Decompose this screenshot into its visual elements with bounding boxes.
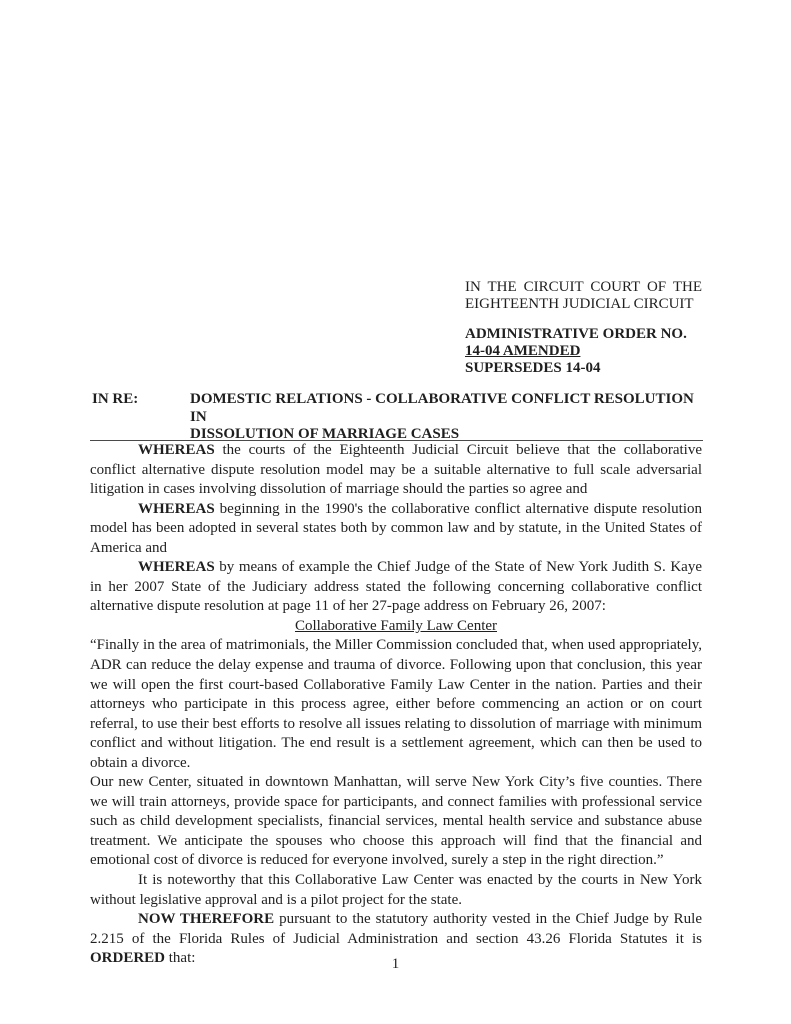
text-run: Collaborative Family Law Center [294,617,498,634]
in-re-row [92,391,704,444]
body-paragraph-7 [90,871,702,910]
text-run: the courts of the Eighteenth Judicial Circuit believe that the collaborative conflict alternative dispute resolution model may be a suitable alternative to full scale adversarial litigation in cases involving dissolution of marriage should the parties so agree and [90,442,702,498]
in-re-label: IN RE: [92,391,139,407]
text-run: pursuant to the statutory authority vested in the Chief Judge by Rule 2.215 of the Florida Rules of Judicial Administration and section 43.26 Florida Statutes it is [90,911,702,947]
court-header-line-2: EIGHTEENTH JUDICIAL CIRCUIT [465,296,694,312]
body-paragraph-6 [90,773,702,871]
text-run: that: [165,950,196,967]
order-number-amended: 14-04 AMENDED [465,342,581,359]
bold-run: WHEREAS [138,500,215,517]
body-paragraph-4 [90,617,702,637]
court-header [465,279,702,313]
document-body [90,441,702,969]
body-paragraph-1 [90,441,702,500]
text-run: Our new Center, situated in downtown Manhattan, will serve New York City’s five counties. There we will train attorneys, provide space for participants, and connect families with professional service such as child development specialists, financial services, mental health service and substance abuse treatment. We anticipate the spouses who choose this approach will find that the financial and emotional cost of divorce is reduced for everyone involved, surely a step in the right direction.” [90,774,702,869]
text-run: “Finally in the area of matrimonials, the Miller Commission concluded that, when used appropriately, ADR can reduce the delay expense and trauma of divorce. Following upon that conclusion, this year we will open the first court-based Collaborative Family Law Center in the nation. Parties and their attorneys who participate in this process agree, either before commencing an action or on court referral, to use their best efforts to resolve all issues relating to dissolution of marriage with minimum conflict and without litigation. The end result is a settlement agreement, which can then be used to obtain a divorce. [90,637,702,771]
body-paragraph-5 [90,636,702,773]
bold-run: NOW THEREFORE [138,911,275,928]
text-run: beginning in the 1990's the collaborative conflict alternative dispute resolution model has been adopted in several states both by common law and by statute, in the United States of America and [90,500,702,556]
case-subject [190,391,704,444]
body-paragraph-3 [90,558,702,617]
text-run: It is noteworthy that this Collaborative Law Center was enacted by the courts in New York without legislative approval and is a pilot project for the state. [90,872,702,908]
bold-run: ORDERED [90,950,166,967]
bold-run: WHEREAS [138,559,215,576]
case-subject-line-2: DISSOLUTION OF MARRIAGE CASES [190,426,460,442]
bold-run: WHEREAS [138,442,215,458]
order-number-supersedes: SUPERSEDES 14-04 [465,359,601,376]
text-run: by means of example the Chief Judge of the State of New York Judith S. Kaye in her 2007 State of the Judiciary address stated the following concerning collaborative conflict alternative dispute resolution at page 11 of her 27-page address on February 26, 2007: [90,559,702,615]
order-number-title: ADMINISTRATIVE ORDER NO. [465,326,687,342]
page-number: 1 [391,956,400,972]
body-paragraph-2 [90,500,702,559]
order-number-block [465,326,702,376]
case-subject-line-1: DOMESTIC RELATIONS - COLLABORATIVE CONFLICT RESOLUTION IN [190,391,694,425]
court-header-line-1: IN THE CIRCUIT COURT OF THE [465,279,702,295]
